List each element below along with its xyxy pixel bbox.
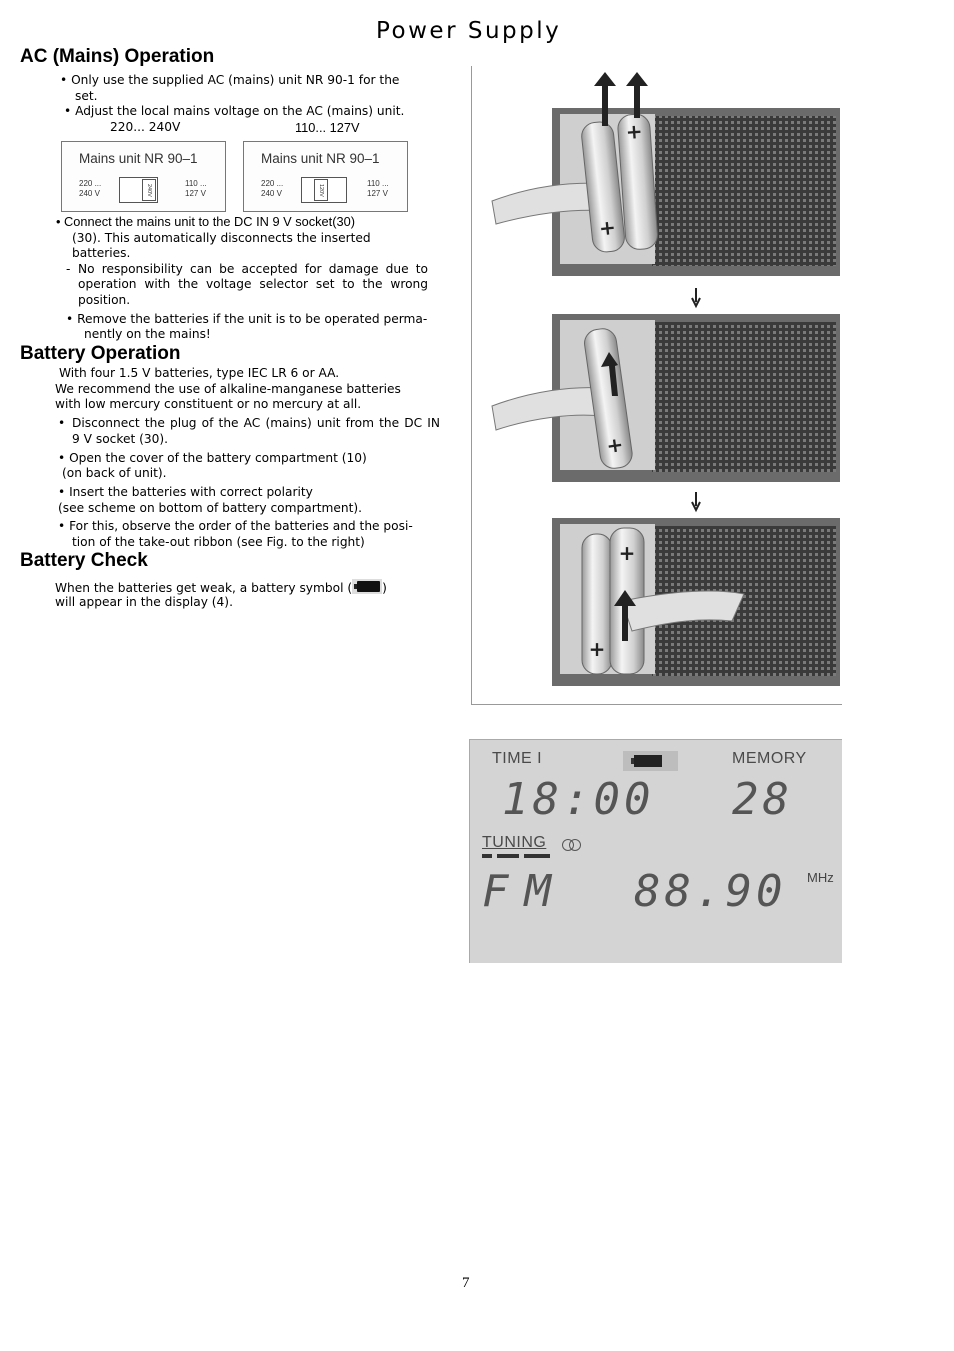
ac-heading: AC (Mains) Operation [20, 46, 215, 67]
mains-label-220: 220 ... [261, 179, 284, 188]
page-number: 7 [462, 1275, 470, 1291]
ac-bullet-4-cont: nently on the mains! [84, 327, 211, 341]
switch-knob: 240V [142, 179, 156, 201]
ac-bullet-4: • Remove the batteries if the unit is to be operated perma- [66, 312, 428, 326]
mains-label-110: 110 ... [367, 179, 389, 188]
ac-dash-line-1: No responsibility can be accepted for damage due to [78, 262, 428, 276]
mains-label-120 [243, 141, 408, 212]
battery-bullet-2: • Open the cover of the battery compartment (10) [58, 451, 367, 465]
tuning-label: TUNING [482, 834, 547, 851]
svg-text:+: + [597, 214, 617, 241]
svg-text:+: + [588, 637, 606, 661]
check-line-1 [55, 579, 387, 597]
mains-label-110: 110 ... [185, 179, 207, 188]
page-title: Power Supply [376, 18, 562, 44]
ac-bullet-3-cont-2: batteries. [72, 246, 131, 260]
time-label: TIME I [492, 750, 543, 767]
stereo-icon [562, 839, 582, 849]
battery-bullet-1-cont: 9 V socket (30). [72, 432, 169, 446]
ac-bullet-1-text: Only use the supplied AC (mains) unit NR 90-1 for the [71, 73, 400, 87]
mains-label-text: Mains unit NR 90–1 [79, 151, 198, 166]
battery-bullet-2-text: Open the cover of the battery compartment (10) [69, 451, 367, 465]
check-line-2: will appear in the display (4). [55, 595, 233, 609]
check-line-1-close: ) [382, 581, 387, 595]
ac-bullet-3-cont-1: (30). This automatically disconnects the inserted [72, 231, 371, 245]
check-heading: Battery Check [20, 550, 148, 571]
battery-bullet-4: • For this, observe the order of the batteries and the posi- [58, 519, 413, 533]
battery-indicator-icon [623, 751, 678, 771]
battery-line-2: We recommend the use of alkaline-manganese batteries [55, 382, 401, 396]
panel-step-3 [552, 518, 840, 686]
memory-value: 28 [732, 774, 793, 825]
battery-insertion-figure [471, 66, 842, 705]
battery-symbol-icon [352, 579, 382, 594]
ac-bullet-2: • Adjust the local mains voltage on the AC (mains) unit. [64, 104, 405, 118]
ac-bullet-2-text: Adjust the local mains voltage on the AC (mains) unit. [75, 104, 405, 118]
battery-bullet-4-text: For this, observe the order of the batteries and the posi- [69, 519, 413, 533]
svg-text:+: + [604, 432, 625, 459]
battery-line-1: With four 1.5 V batteries, type IEC LR 6 or AA. [59, 366, 340, 380]
frequency-value: 88.90 [634, 866, 787, 917]
battery-bullet-1-text: Disconnect the plug of the AC (mains) unit from the DC IN [72, 416, 440, 430]
lcd-display [469, 739, 842, 963]
mains-label-240 [61, 141, 226, 212]
voltage-switch [119, 177, 158, 203]
check-line-1-text: When the batteries get weak, a battery symbol ( [55, 581, 353, 595]
battery-bullet-3-text: Insert the batteries with correct polarity [69, 485, 313, 499]
panel-step-2 [492, 314, 840, 482]
mains-label-240v: 240 V [261, 189, 282, 198]
mains-label-text: Mains unit NR 90–1 [261, 151, 380, 166]
ac-dash-marker: - [66, 262, 71, 276]
frequency-unit: MHz [807, 870, 834, 885]
battery-line-3: with low mercury constituent or no mercury at all. [55, 397, 362, 411]
battery-bullet-3: • Insert the batteries with correct polarity [58, 485, 313, 499]
battery-bullet-1: • [58, 416, 66, 430]
battery-bullet-2-cont: (on back of unit). [62, 466, 167, 480]
memory-label: MEMORY [732, 750, 807, 767]
mains-label-240v: 240 V [79, 189, 100, 198]
tuning-bars [482, 854, 550, 858]
svg-text:+: + [618, 541, 636, 565]
mains-label-127: 127 V [185, 189, 206, 198]
ac-bullet-3: • Connect the mains unit to the DC IN 9 V socket(30) [56, 214, 355, 229]
battery-bullet-4-cont: tion of the take-out ribbon (see Fig. to the right) [72, 535, 365, 549]
voltage-high: 220... 240V [110, 120, 181, 134]
time-value: 18:00 [502, 774, 655, 825]
band-value: FM [482, 866, 567, 917]
mains-label-220: 220 ... [79, 179, 102, 188]
voltage-switch [301, 177, 347, 203]
ac-bullet-4-text: Remove the batteries if the unit is to be operated perma- [77, 312, 428, 326]
ac-bullet-3-text: Connect the mains unit to the DC IN 9 V socket(30) [64, 214, 355, 229]
ac-bullet-1: • Only use the supplied AC (mains) unit NR 90-1 for the [60, 73, 400, 87]
battery-bullet-3-cont: (see scheme on bottom of battery compartment). [58, 501, 363, 515]
switch-knob: 120V [314, 179, 328, 201]
ac-bullet-1-cont: set. [75, 89, 98, 103]
battery-insertion-illustration [472, 66, 842, 704]
panel-step-1 [492, 72, 840, 276]
voltage-low: 110... 127V [295, 120, 360, 135]
ac-dash-line-3: position. [78, 293, 131, 307]
ac-dash-line-2: operation with the voltage selector set to the wrong [78, 277, 428, 291]
battery-heading: Battery Operation [20, 343, 181, 364]
mains-label-127: 127 V [367, 189, 388, 198]
svg-text:+: + [624, 118, 644, 144]
